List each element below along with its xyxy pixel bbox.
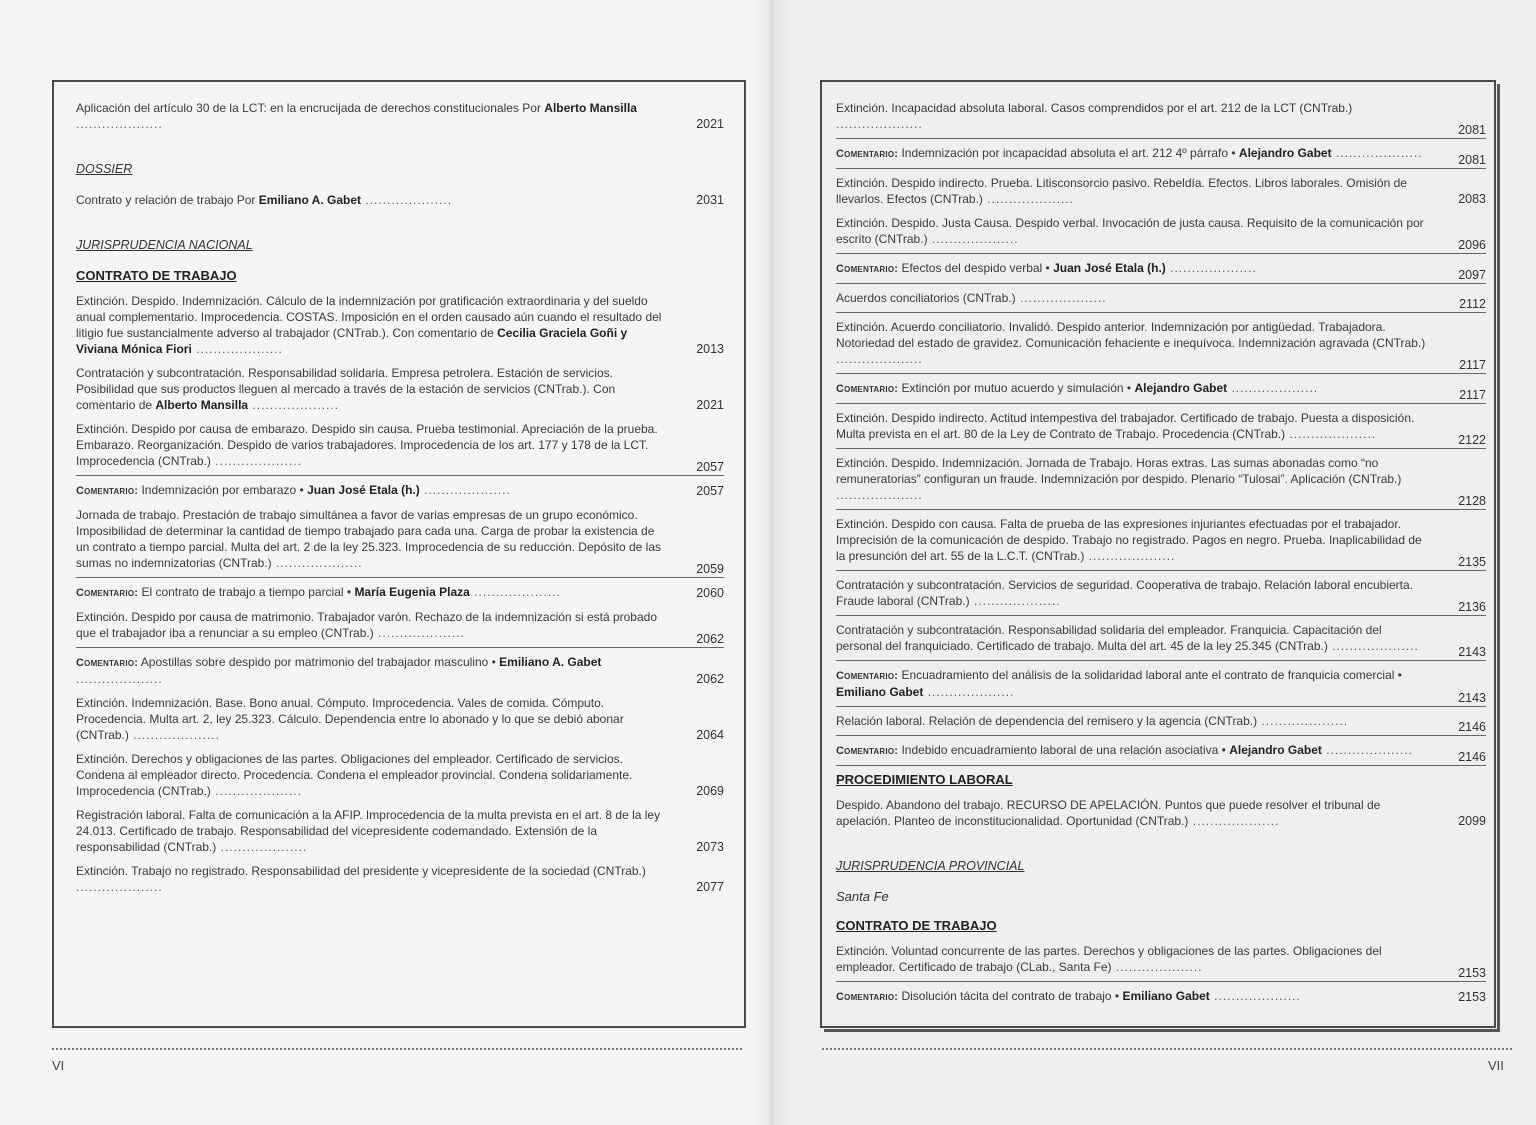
toc-entry[interactable] bbox=[836, 215, 1486, 254]
toc-entry[interactable] bbox=[76, 192, 724, 208]
entry-title: Despido. Abandono del trabajo. RECURSO DE APELACIÓN. Puntos que puede resolver el tribunal de apelación. Planteo de inconstitucionalidad. Oportunidad (CNTrab.) bbox=[836, 798, 1381, 828]
dot-leader: .................... bbox=[836, 117, 923, 131]
entry-text bbox=[76, 751, 668, 799]
dot-leader: .................... bbox=[1327, 639, 1419, 653]
entry-text bbox=[836, 290, 1430, 306]
entry-page-number: 2064 bbox=[696, 728, 724, 742]
entry-page-number: 2081 bbox=[1458, 123, 1486, 137]
entry-title: Contratación y subcontratación. Responsabilidad solidaria. Empresa petrolera. Estación de servicios. Posibilidad que sus productos lleguen al mercado a través de la estación de servicios (CNTrab.). Con comentario de bbox=[76, 366, 616, 412]
entry-page-number: 2057 bbox=[696, 484, 724, 498]
entry-page-number: 2117 bbox=[1459, 358, 1486, 372]
dot-leader: .................... bbox=[210, 784, 302, 798]
book-gutter bbox=[752, 0, 792, 1125]
left-page-number: VI bbox=[52, 1058, 65, 1073]
dot-leader: .................... bbox=[1321, 743, 1413, 757]
entry-title: Aplicación del artículo 30 de la LCT: en la encrucijada de derechos constitucionales Por bbox=[76, 101, 545, 115]
entry-text bbox=[836, 713, 1430, 729]
entry-text bbox=[836, 100, 1430, 132]
entry-text bbox=[836, 455, 1430, 503]
entry-title: Extinción. Despido con causa. Falta de prueba de las expresiones injuriantes efectuadas por el trabajador. Imprecisión de la comunicación de despido. Trabajo no registrado. Pagos en negro. Prueba. Inaplicabilidad de la presunción del art. 55 de la L.C.T. (CNTrab.) bbox=[836, 517, 1422, 563]
entry-title: Acuerdos conciliatorios (CNTrab.) bbox=[836, 291, 1016, 305]
entry-page-number: 2143 bbox=[1458, 645, 1486, 659]
left-toc-column bbox=[76, 100, 724, 903]
entry-title: Extinción. Voluntad concurrente de las partes. Derechos y obligaciones de las partes. Obligaciones del empleador. Certificado de trabajo (CLab., Santa Fe) bbox=[836, 944, 1382, 974]
entry-page-number: 2021 bbox=[696, 117, 724, 131]
toc-entry[interactable] bbox=[76, 421, 724, 476]
entry-text bbox=[836, 260, 1430, 277]
entry-title: Disolución tácita del contrato de trabajo • bbox=[901, 989, 1123, 1003]
toc-entry[interactable] bbox=[76, 609, 724, 648]
entry-author: Alejandro Gabet bbox=[1238, 146, 1332, 160]
entry-author: María Eugenia Plaza bbox=[354, 585, 470, 599]
entry-text bbox=[836, 516, 1430, 564]
dot-leader: .................... bbox=[469, 585, 561, 599]
entry-title: Encuadramiento del análisis de la solidaridad laboral ante el contrato de franquicia comercial • bbox=[901, 668, 1402, 682]
entry-title: Contratación y subcontratación. Servicios de seguridad. Cooperativa de trabajo. Relación laboral encubierta. Fraude laboral (CNTrab.) bbox=[836, 578, 1414, 608]
dot-leader: .................... bbox=[1331, 146, 1423, 160]
entry-text bbox=[76, 609, 668, 641]
entry-page-number: 2073 bbox=[696, 840, 724, 854]
dot-leader: .................... bbox=[271, 556, 363, 570]
section-heading: CONTRATO DE TRABAJO bbox=[836, 918, 997, 933]
entry-text bbox=[76, 100, 668, 132]
toc-entry[interactable] bbox=[76, 807, 724, 855]
entry-title: Extinción. Trabajo no registrado. Responsabilidad del presidente y vicepresidente de la sociedad (CNTrab.) bbox=[76, 864, 646, 878]
entry-author: Alejandro Gabet bbox=[1134, 381, 1228, 395]
entry-page-number: 2060 bbox=[696, 586, 724, 600]
entry-page-number: 2136 bbox=[1458, 600, 1486, 614]
entry-page-number: 2153 bbox=[1458, 966, 1486, 980]
toc-entry[interactable] bbox=[76, 751, 724, 799]
comment-label: Comentario: bbox=[76, 587, 139, 599]
entry-page-number: 2057 bbox=[696, 460, 724, 474]
entry-page-number: 2135 bbox=[1458, 555, 1486, 569]
entry-text bbox=[76, 695, 668, 743]
toc-entry[interactable] bbox=[836, 516, 1486, 571]
entry-text bbox=[836, 380, 1430, 397]
toc-entry[interactable] bbox=[836, 943, 1486, 982]
dot-leader: .................... bbox=[1084, 549, 1176, 563]
toc-entry[interactable] bbox=[836, 455, 1486, 510]
dot-leader: .................... bbox=[1111, 960, 1203, 974]
entry-page-number: 2013 bbox=[696, 342, 724, 356]
toc-entry[interactable] bbox=[76, 863, 724, 895]
entry-page-number: 2059 bbox=[696, 562, 724, 576]
entry-text bbox=[836, 622, 1430, 654]
entry-page-number: 2083 bbox=[1458, 192, 1486, 206]
comment-label: Comentario: bbox=[836, 263, 899, 275]
dot-leader: .................... bbox=[361, 193, 453, 207]
dot-leader: .................... bbox=[76, 672, 163, 686]
dot-leader: .................... bbox=[248, 398, 340, 412]
comment-label: Comentario: bbox=[836, 383, 899, 395]
entry-text bbox=[76, 192, 668, 208]
entry-text bbox=[76, 482, 668, 499]
toc-entry[interactable] bbox=[76, 293, 724, 357]
toc-entry[interactable] bbox=[836, 622, 1486, 661]
entry-title: Indebido encuadramiento laboral de una relación asociativa • bbox=[901, 743, 1230, 757]
entry-page-number: 2097 bbox=[1458, 268, 1486, 282]
entry-title: Extinción por mutuo acuerdo y simulación • bbox=[901, 381, 1135, 395]
dot-leader: .................... bbox=[969, 594, 1061, 608]
entry-text bbox=[836, 797, 1430, 829]
entry-title: Contrato y relación de trabajo Por bbox=[76, 193, 259, 207]
entry-text bbox=[836, 145, 1430, 162]
entry-page-number: 2128 bbox=[1458, 494, 1486, 508]
dot-leader: .................... bbox=[373, 626, 465, 640]
entry-page-number: 2117 bbox=[1459, 388, 1486, 402]
dot-leader: .................... bbox=[76, 880, 163, 894]
toc-comment-entry[interactable] bbox=[836, 988, 1486, 1005]
toc-entry[interactable] bbox=[76, 695, 724, 743]
comment-label: Comentario: bbox=[836, 148, 899, 160]
toc-comment-entry[interactable] bbox=[836, 145, 1486, 169]
entry-title: Extinción. Incapacidad absoluta laboral. Casos comprendidos por el art. 212 de la LCT (CNTrab.) bbox=[836, 101, 1353, 115]
entry-title: Extinción. Despido por causa de matrimonio. Trabajador varón. Rechazo de la indemnización si está probado que el trabajador iba a renunciar a su empleo (CNTrab.) bbox=[76, 610, 657, 640]
dot-leader: .................... bbox=[1257, 714, 1349, 728]
right-toc-column bbox=[836, 100, 1486, 1013]
entry-page-number: 2096 bbox=[1458, 238, 1486, 252]
entry-text bbox=[76, 365, 668, 413]
toc-entry[interactable] bbox=[836, 577, 1486, 616]
entry-text bbox=[836, 215, 1430, 247]
entry-title: Extinción. Despido por causa de embarazo. Despido sin causa. Prueba testimonial. Apreciación de la prueba. Embarazo. Reorganización. Despido de varios trabajadores. Improcedencia de los art. 177 y 178 de la LCT. Improcedencia (CNTrab.) bbox=[76, 422, 658, 468]
entry-page-number: 2077 bbox=[696, 880, 724, 894]
entry-author: Emiliano Gabet bbox=[1122, 989, 1210, 1003]
entry-title: Extinción. Despido. Justa Causa. Despido verbal. Invocación de justa causa. Requisito de la comunicación por escrito (CNTrab.) bbox=[836, 216, 1424, 246]
toc-entry[interactable] bbox=[836, 410, 1486, 449]
entry-text bbox=[836, 742, 1430, 759]
toc-comment-entry[interactable] bbox=[76, 482, 724, 499]
entry-title: Efectos del despido verbal • bbox=[901, 261, 1054, 275]
province-heading: Santa Fe bbox=[836, 889, 889, 904]
dot-leader: .................... bbox=[982, 192, 1074, 206]
toc-entry[interactable] bbox=[76, 365, 724, 413]
entry-author: Cecilia Graciela Goñi y Viviana Mónica Fiori bbox=[76, 326, 628, 356]
entry-title: Extinción. Despido indirecto. Prueba. Litisconsorcio pasivo. Rebeldía. Efectos. Libros laborales. Omisión de llevarlos. Efectos (CNTrab.) bbox=[836, 176, 1407, 206]
entry-text bbox=[836, 943, 1430, 975]
entry-page-number: 2021 bbox=[696, 398, 724, 412]
entry-title: El contrato de trabajo a tiempo parcial • bbox=[141, 585, 355, 599]
toc-comment-entry[interactable] bbox=[836, 742, 1486, 766]
dot-leader: .................... bbox=[927, 232, 1019, 246]
comment-label: Comentario: bbox=[836, 991, 899, 1003]
entry-title: Indemnización por embarazo • bbox=[141, 483, 308, 497]
toc-entry[interactable] bbox=[836, 100, 1486, 139]
toc-entry[interactable] bbox=[836, 797, 1486, 829]
entry-page-number: 2112 bbox=[1459, 297, 1486, 311]
entry-page-number: 2069 bbox=[696, 784, 724, 798]
entry-author: Juan José Etala (h.) bbox=[307, 483, 420, 497]
entry-text bbox=[76, 584, 668, 601]
entry-text bbox=[76, 863, 668, 895]
entry-title: Contratación y subcontratación. Responsabilidad solidaria del empleador. Franquicia. Capacitación del personal del franquiciado. Certificado de trabajo. Multa del art. 45 de la ley 25.345 (CNTrab.) bbox=[836, 623, 1382, 653]
comment-label: Comentario: bbox=[836, 670, 899, 682]
entry-title: Extinción. Despido indirecto. Actitud intempestiva del trabajador. Certificado de trabajo. Puesta a disposición. Multa prevista en el art. 80 de la Ley de Contrato de Trabajo. Procedencia (CNTrab.) bbox=[836, 411, 1415, 441]
section-heading: CONTRATO DE TRABAJO bbox=[76, 268, 237, 283]
right-page-number: VII bbox=[1488, 1058, 1504, 1073]
entry-author: Alberto Mansilla bbox=[155, 398, 249, 412]
entry-title: Relación laboral. Relación de dependencia del remisero y la agencia (CNTrab.) bbox=[836, 714, 1258, 728]
subsection-heading: JURISPRUDENCIA NACIONAL bbox=[76, 238, 253, 252]
entry-page-number: 2153 bbox=[1458, 990, 1486, 1004]
toc-comment-entry[interactable] bbox=[76, 584, 724, 601]
dot-leader: .................... bbox=[923, 685, 1015, 699]
entry-text bbox=[76, 293, 668, 357]
toc-entry[interactable] bbox=[836, 713, 1486, 736]
dot-leader: .................... bbox=[1015, 291, 1107, 305]
toc-comment-entry[interactable] bbox=[76, 654, 724, 687]
toc-comment-entry[interactable] bbox=[836, 667, 1486, 707]
dot-leader: .................... bbox=[836, 488, 923, 502]
entry-page-number: 2062 bbox=[696, 672, 724, 686]
dot-leader: .................... bbox=[128, 728, 220, 742]
toc-entry[interactable] bbox=[836, 175, 1486, 207]
entry-text bbox=[836, 577, 1430, 609]
subsection-heading: JURISPRUDENCIA PROVINCIAL bbox=[836, 859, 1025, 873]
dot-leader: .................... bbox=[1209, 989, 1301, 1003]
entry-page-number: 2099 bbox=[1458, 814, 1486, 828]
entry-title: Apostillas sobre despido por matrimonio del trabajador masculino • bbox=[140, 655, 500, 669]
entry-page-number: 2146 bbox=[1458, 750, 1486, 764]
entry-text bbox=[836, 175, 1430, 207]
toc-entry[interactable] bbox=[76, 507, 724, 578]
entry-author: Emiliano A. Gabet bbox=[258, 193, 362, 207]
dot-leader: .................... bbox=[1188, 814, 1280, 828]
entry-title: Extinción. Despido. Indemnización. Jornada de Trabajo. Horas extras. Las sumas abonadas como “no remuneratorias” configuran un fraude. Indemnización por despido. Plenario “Tulosai”. Aplicación (CNTrab.) bbox=[836, 456, 1402, 486]
entry-text bbox=[76, 507, 668, 571]
entry-page-number: 2146 bbox=[1458, 720, 1486, 734]
entry-text bbox=[76, 421, 668, 469]
entry-title: Extinción. Derechos y obligaciones de las partes. Obligaciones del empleador. Certificado de servicios. Condena al empleador directo. Procedencia. Condena el empleador provincial. Condena solidariamente. Improcedencia (CNTrab.) bbox=[76, 752, 633, 798]
entry-title: Extinción. Acuerdo conciliatorio. Invalidó. Despido anterior. Indemnización por antigüedad. Trabajadora. Notoriedad del estado de gravidez. Comunicación fehaciente e inequívoca. Indemnización agravada (CNTrab.) bbox=[836, 320, 1426, 350]
entry-page-number: 2122 bbox=[1458, 433, 1486, 447]
left-footer-rule bbox=[52, 1048, 742, 1050]
entry-author: Juan José Etala (h.) bbox=[1053, 261, 1166, 275]
dot-leader: .................... bbox=[1165, 261, 1257, 275]
entry-title: Registración laboral. Falta de comunicación a la AFIP. Improcedencia de la multa prevista en el art. 8 de la ley 24.013. Certificado de trabajo. Responsabilidad del vicepresidente codemandado. Extensión de la responsabilidad (CNTrab.) bbox=[76, 808, 661, 854]
right-footer-rule bbox=[822, 1048, 1512, 1050]
toc-entry[interactable] bbox=[76, 100, 724, 132]
entry-text bbox=[836, 410, 1430, 442]
toc-comment-entry[interactable] bbox=[836, 380, 1486, 404]
subsection-heading: DOSSIER bbox=[76, 162, 133, 176]
entry-page-number: 2143 bbox=[1458, 691, 1486, 705]
toc-entry[interactable] bbox=[836, 290, 1486, 313]
entry-title: Indemnización por incapacidad absoluta el art. 212 4º párrafo • bbox=[901, 146, 1239, 160]
comment-label: Comentario: bbox=[836, 745, 899, 757]
toc-comment-entry[interactable] bbox=[836, 260, 1486, 284]
entry-text bbox=[76, 807, 668, 855]
entry-author: Alberto Mansilla bbox=[544, 101, 637, 115]
dot-leader: .................... bbox=[1227, 381, 1319, 395]
dot-leader: .................... bbox=[210, 454, 302, 468]
entry-page-number: 2062 bbox=[696, 632, 724, 646]
entry-title: Jornada de trabajo. Prestación de trabajo simultánea a favor de varias empresas de un grupo económico. Imposibilidad de determinar la cantidad de tiempo trabajado para cada una. Carga de probar la existencia de un contrato a tiempo parcial. Multa del art. 2 de la ley 25.323. Improcedencia de su reducción. Depósito de las sumas no indemnizatorias (CNTrab.) bbox=[76, 508, 662, 570]
dot-leader: .................... bbox=[76, 117, 163, 131]
dot-leader: .................... bbox=[836, 352, 923, 366]
entry-text bbox=[76, 654, 668, 687]
entry-text bbox=[836, 319, 1430, 367]
entry-text bbox=[836, 988, 1430, 1005]
section-heading: PROCEDIMIENTO LABORAL bbox=[836, 772, 1013, 787]
entry-text bbox=[836, 667, 1430, 700]
dot-leader: .................... bbox=[216, 840, 308, 854]
entry-author: Emiliano A. Gabet bbox=[499, 655, 602, 669]
dot-leader: .................... bbox=[419, 483, 511, 497]
entry-title: Extinción. Despido. Indemnización. Cálculo de la indemnización por gratificación extraordinaria y del sueldo anual complementario. Improcedencia. COSTAS. Imposición en el orden causado aún cuando el resultado del litigio fue sustancialmente adverso al trabajador (CNTrab.). Con comentario de bbox=[76, 294, 662, 340]
toc-entry[interactable] bbox=[836, 319, 1486, 374]
comment-label: Comentario: bbox=[76, 657, 139, 669]
entry-page-number: 2081 bbox=[1458, 153, 1486, 167]
entry-title: Extinción. Indemnización. Base. Bono anual. Cómputo. Improcedencia. Vales de comida. Cómputo. Procedencia. Multa art. 2, ley 25.323. Cálculo. Dependencia entre lo abonado y lo que se debió abonar (CNTrab.) bbox=[76, 696, 624, 742]
dot-leader: .................... bbox=[1285, 427, 1377, 441]
comment-label: Comentario: bbox=[76, 485, 139, 497]
entry-author: Alejandro Gabet bbox=[1229, 743, 1322, 757]
entry-page-number: 2031 bbox=[696, 193, 724, 207]
dot-leader: .................... bbox=[191, 342, 283, 356]
entry-author: Emiliano Gabet bbox=[836, 685, 924, 699]
